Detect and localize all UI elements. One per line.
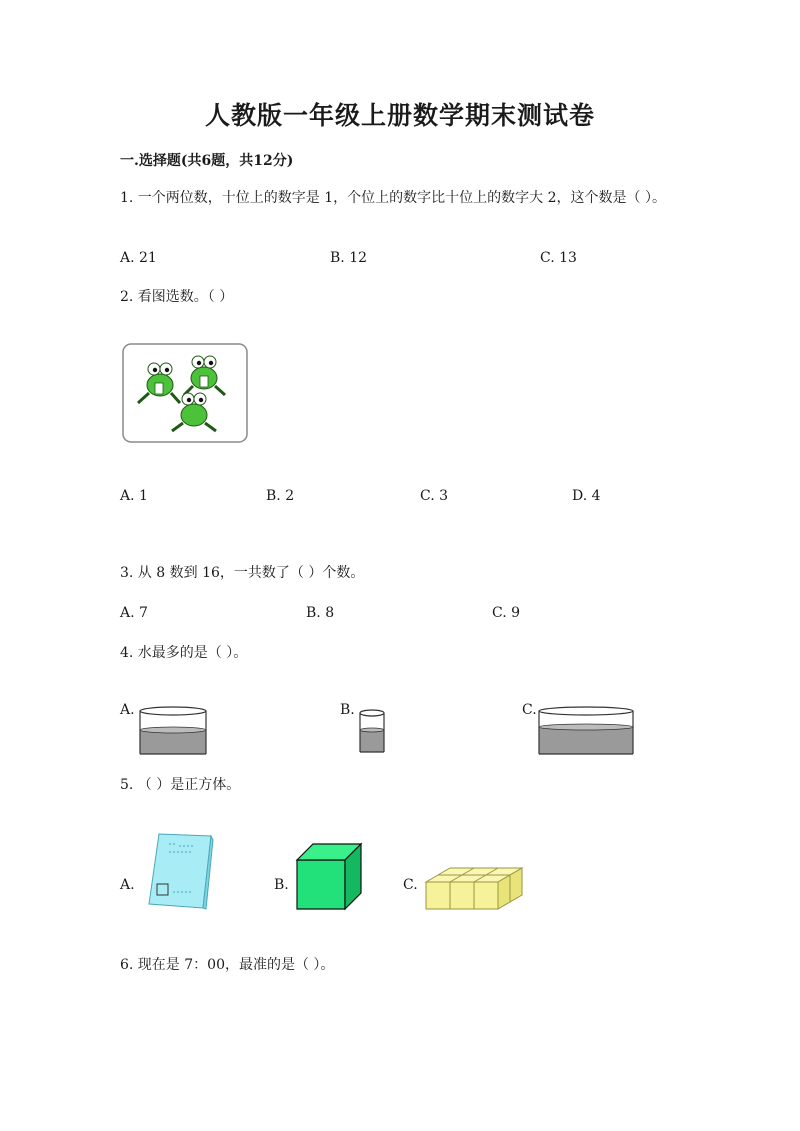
question-5: 5. （ ）是正方体。 — [120, 777, 241, 793]
q2-option-c[interactable]: C. 3 — [420, 488, 449, 504]
q4-option-a[interactable]: A. — [120, 702, 135, 718]
question-2: 2. 看图选数。（ ） — [120, 289, 234, 305]
narrow-water-cup — [357, 708, 387, 754]
yellow-block-box — [424, 864, 526, 912]
q1-option-b[interactable]: B. 12 — [330, 250, 368, 266]
q2-option-d[interactable]: D. 4 — [572, 488, 601, 504]
wide-low-water-container — [138, 704, 208, 756]
book-shape — [145, 832, 215, 910]
frogs-image — [122, 343, 248, 443]
q2-option-b[interactable]: B. 2 — [266, 488, 295, 504]
section-title: 一.选择题(共6题，共12分) — [120, 153, 294, 169]
q1-option-c[interactable]: C. 13 — [540, 250, 577, 266]
q4-option-b[interactable]: B. — [340, 702, 355, 718]
question-1: 1. 一个两位数，十位上的数字是 1，个位上的数字比十位上的数字大 2，这个数是（ ）。 — [120, 190, 666, 206]
question-6: 6. 现在是 7：00，最准的是（ ）。 — [120, 957, 335, 973]
q3-option-c[interactable]: C. 9 — [492, 605, 521, 621]
q5-option-c[interactable]: C. — [403, 877, 418, 893]
page-title: 人教版一年级上册数学期末测试卷 — [204, 101, 595, 130]
green-cube — [295, 842, 363, 912]
q5-option-b[interactable]: B. — [274, 877, 289, 893]
question-4: 4. 水最多的是（ ）。 — [120, 645, 248, 661]
q2-option-a[interactable]: A. 1 — [120, 488, 148, 504]
question-3: 3. 从 8 数到 16，一共数了（ ）个数。 — [120, 565, 365, 581]
q4-option-c[interactable]: C. — [522, 702, 537, 718]
q5-option-a[interactable]: A. — [120, 877, 135, 893]
q3-option-b[interactable]: B. 8 — [306, 605, 335, 621]
widest-water-container — [537, 704, 635, 756]
q1-option-a[interactable]: A. 21 — [120, 250, 157, 266]
q3-option-a[interactable]: A. 7 — [120, 605, 148, 621]
